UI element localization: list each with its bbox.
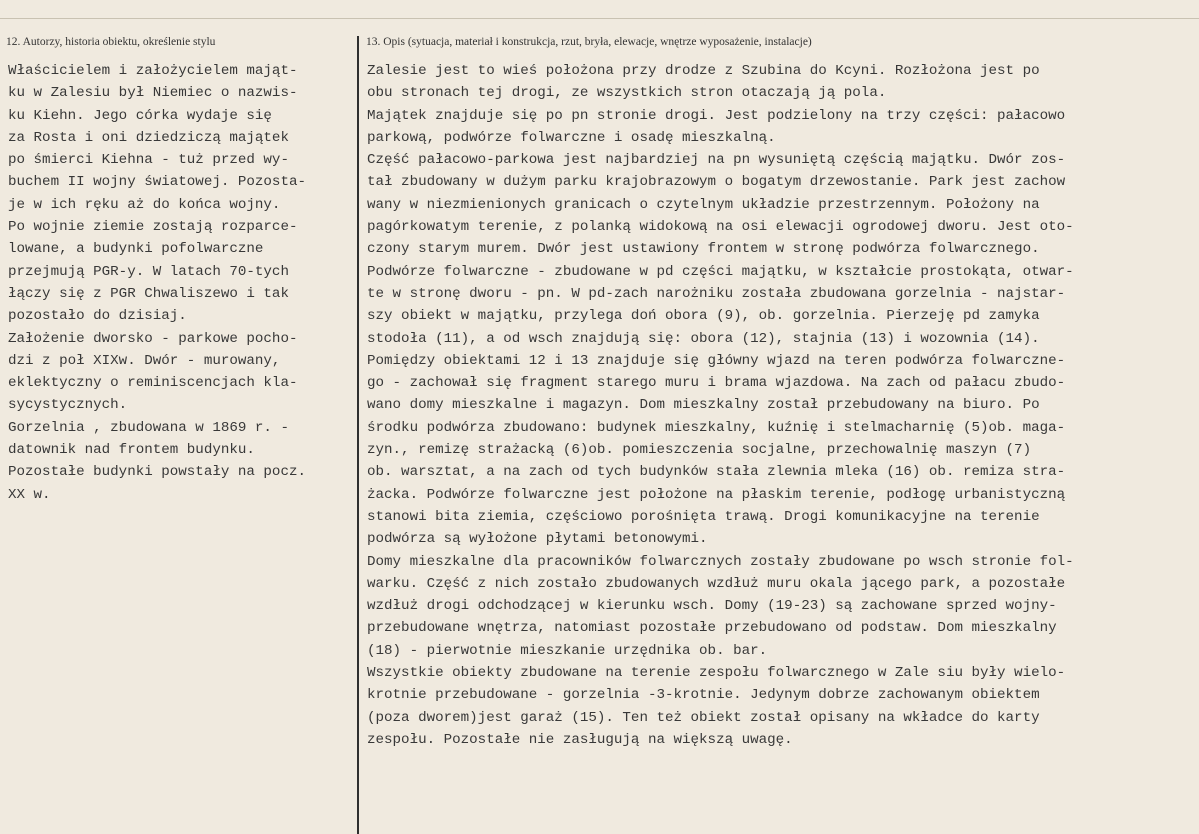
text-line: pagórkowatym terenie, z polanką widokową na osi elewacji ogrodowej dworu. Jest oto- [367,219,1074,236]
text-line: krotnie przebudowane - gorzelnia -3-krotnie. Jedynym dobrze zachowanym obiektem [367,687,1040,704]
text-line: szy obiekt w majątku, przylega doń obora (9), ob. gorzelnia. Pierzeję pd zamyka [367,308,1040,325]
text-line: ob. warsztat, a na zach od tych budynków stała zlewnia mleka (16) ob. remiza stra- [367,464,1066,481]
text-line: te w stronę dworu - pn. W pd-zach narożniku została zbudowana gorzelnia - najstar- [367,285,1066,302]
text-line: Część pałacowo-parkowa jest najbardziej na pn wysuniętą częścią majątku. Dwór zos- [367,152,1066,169]
text-line: Po wojnie ziemie zostają rozparce- [8,219,298,236]
text-line: za Rosta i oni dziedziczą majątek [8,129,289,146]
text-line: wzdłuż drogi odchodzącej w kierunku wsch. Domy (19-23) są zachowane sprzed wojny- [367,598,1057,615]
text-line: Założenie dworsko - parkowe pocho- [8,330,298,347]
text-line: XX w. [8,486,51,503]
text-line: ku w Zalesiu był Niemiec o nazwis- [8,85,298,102]
text-line: stodoła (11), a od wsch znajdują się: obora (12), stajnia (13) i wozownia (14). [367,330,1040,347]
text-line: podwórza są wyłożone płytami betonowymi. [367,531,708,548]
text-line: Pomiędzy obiektami 12 i 13 znajduje się główny wjazd na teren podwórza folwarczne- [367,352,1066,369]
text-line: przebudowane wnętrza, natomiast pozostałe przebudowano od podstaw. Dom mieszkalny [367,620,1057,637]
text-line: zyn., remizę strażacką (6)ob. pomieszczenia socjalne, przechowalnię maszyn (7) [367,442,1032,459]
text-line: parkową, podwórze folwarczne i osadę mieszkalną. [367,129,776,146]
section-13-header: 13. Opis (sytuacja, materiał i konstrukcja, rzut, bryła, elewacje, wnętrze wyposażenie, instalacje) [366,36,812,48]
section-12-header: 12. Autorzy, historia obiektu, określenie stylu [6,36,216,48]
text-line: eklektyczny o reminiscencjach kla- [8,375,298,392]
text-line: je w ich ręku aż do końca wojny. [8,196,281,213]
text-line: Właścicielem i założycielem mająt- [8,63,298,79]
text-line: (18) - pierwotnie mieszkanie urzędnika ob. bar. [367,642,768,659]
text-line: Gorzelnia , zbudowana w 1869 r. - [8,419,289,436]
top-rule [0,18,1199,19]
text-line: dzi z poł XIXw. Dwór - murowany, [8,352,281,369]
text-line: lowane, a budynki pofolwarczne [8,241,264,258]
text-line: żacka. Podwórze folwarczne jest położone na płaskim terenie, podłogę urbanistyczną [367,486,1066,503]
text-line: Pozostałe budynki powstały na pocz. [8,464,306,481]
text-line: zespołu. Pozostałe nie zasługują na większą uwagę. [367,731,793,748]
text-line: czony starym murem. Dwór jest ustawiony frontem w stronę podwórza folwarcznego. [367,241,1040,258]
text-line: Podwórze folwarczne - zbudowane w pd części majątku, w kształcie prostokąta, otwar- [367,263,1074,280]
text-line: przejmują PGR-y. W latach 70-tych [8,263,289,280]
text-line: sycystycznych. [8,397,128,414]
text-line: stanowi bita ziemia, częściowo porośnięta trawą. Drogi komunikacyjne na terenie [367,508,1040,525]
text-line: warku. Część z nich zostało zbudowanych wzdłuż muru okala jącego park, a pozostałe [367,575,1066,592]
section-12-text [8,60,356,506]
text-line: wany w niezmienionych granicach o czytelnym układzie przestrzennym. Położony na [367,196,1040,213]
text-line: tał zbudowany w dużym parku krajobrazowym o bogatym drzewostanie. Park jest zachow [367,174,1066,191]
text-line: po śmierci Kiehna - tuż przed wy- [8,152,289,169]
text-line: (poza dworem)jest garaż (15). Ten też obiekt został opisany na wkładce do karty [367,709,1040,726]
section-13-text [367,60,1193,751]
column-divider [357,36,359,834]
text-line: obu stronach tej drogi, ze wszystkich stron otaczają ją pola. [367,85,887,102]
text-line: buchem II wojny światowej. Pozosta- [8,174,306,191]
text-line: Majątek znajduje się po pn stronie drogi. Jest podzielony na trzy części: pałacowo [367,107,1066,124]
text-line: łączy się z PGR Chwaliszewo i tak [8,285,289,302]
text-line: pozostało do dzisiaj. [8,308,187,325]
text-line: środku podwórza zbudowano: budynek mieszkalny, kuźnię i stelmacharnię (5)ob. maga- [367,419,1066,436]
text-line: Zalesie jest to wieś położona przy drodze z Szubina do Kcyni. Rozłożona jest po [367,63,1040,79]
text-line: go - zachował się fragment starego muru i brama wjazdowa. Na zach od pałacu zbudo- [367,375,1066,392]
text-line: ku Kiehn. Jego córka wydaje się [8,107,272,124]
text-line: Domy mieszkalne dla pracowników folwarcznych zostały zbudowane po wsch stronie fol- [367,553,1074,570]
text-line: wano domy mieszkalne i magazyn. Dom mieszkalny został przebudowany na biuro. Po [367,397,1040,414]
text-line: Wszystkie obiekty zbudowane na terenie zespołu folwarcznego w Zale siu były wielo- [367,665,1066,682]
text-line: datownik nad frontem budynku. [8,442,255,459]
